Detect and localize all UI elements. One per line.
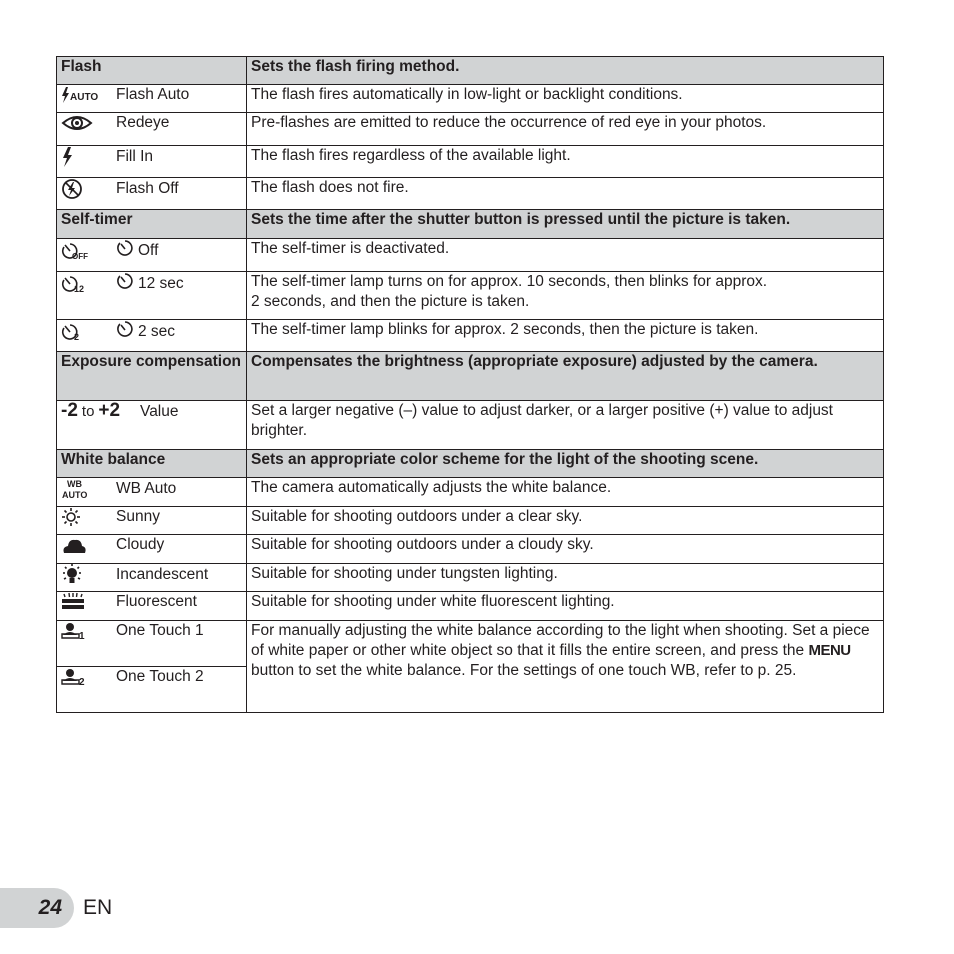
- svg-text:AUTO: AUTO: [70, 92, 99, 103]
- table-row: [57, 239, 884, 272]
- svg-text:OFF: OFF: [72, 252, 88, 261]
- table-row: [57, 113, 884, 146]
- option-label: One Touch 1: [116, 622, 204, 639]
- section-header-white-balance: [57, 450, 884, 478]
- settings-table: [56, 56, 884, 713]
- sunny-icon: [61, 507, 116, 527]
- self-timer-off-icon: [61, 241, 116, 261]
- option-description: The flash does not fire.: [247, 178, 884, 210]
- option-description: [247, 621, 884, 713]
- option-label: Flash Off: [116, 180, 179, 197]
- option-label: One Touch 2: [116, 668, 204, 685]
- section-header-exposure: [57, 352, 884, 401]
- section-name: White balance: [57, 450, 247, 478]
- option-description: Suitable for shooting outdoors under a clear sky.: [247, 507, 884, 535]
- flash-auto-icon: [61, 85, 116, 105]
- self-timer-icon: [116, 272, 134, 296]
- svg-text:2: 2: [74, 332, 80, 342]
- section-description: Sets an appropriate color scheme for the light of the shooting scene.: [247, 450, 884, 478]
- svg-text:1: 1: [79, 631, 85, 642]
- cloudy-icon: [61, 536, 116, 554]
- option-label: Redeye: [116, 114, 170, 131]
- option-label: 2 sec: [138, 323, 176, 340]
- svg-text:12: 12: [74, 284, 85, 294]
- option-description: Suitable for shooting under white fluorescent lighting.: [247, 592, 884, 621]
- option-label: WB Auto: [116, 480, 177, 497]
- section-name: Exposure compensation: [57, 352, 247, 401]
- option-description: The camera automatically adjusts the white balance.: [247, 478, 884, 507]
- table-row: [57, 272, 884, 320]
- svg-text:2: 2: [79, 677, 85, 688]
- section-header-flash: [57, 57, 884, 85]
- one-touch-2-icon: [61, 667, 116, 687]
- fluorescent-icon: [61, 593, 116, 611]
- section-header-self-timer: [57, 210, 884, 239]
- self-timer-icon: [116, 320, 134, 344]
- option-description: The self-timer is deactivated.: [247, 239, 884, 272]
- one-touch-1-icon: [61, 621, 116, 641]
- option-description: Suitable for shooting under tungsten lighting.: [247, 564, 884, 592]
- table-row: [57, 478, 884, 507]
- description-part: button to set the white balance. For the settings of one touch WB, refer to p. 25.: [251, 662, 797, 679]
- option-description-line: The self-timer lamp turns on for approx. 10 seconds, then blinks for approx.: [251, 273, 768, 290]
- fill-in-flash-icon: [61, 146, 116, 168]
- table-row: [57, 146, 884, 178]
- table-row: [57, 507, 884, 535]
- option-label: Cloudy: [116, 536, 165, 553]
- option-label: Fluorescent: [116, 593, 197, 610]
- table-row: [57, 85, 884, 113]
- section-description: Compensates the brightness (appropriate exposure) adjusted by the camera.: [247, 352, 884, 401]
- section-description: Sets the time after the shutter button is pressed until the picture is taken.: [247, 210, 884, 239]
- incandescent-icon: [61, 564, 116, 586]
- language-code: EN: [83, 896, 113, 919]
- svg-text:WB: WB: [67, 479, 82, 489]
- table-row: [57, 401, 884, 450]
- table-row: [57, 621, 884, 667]
- option-description: The flash fires automatically in low-light or backlight conditions.: [247, 85, 884, 113]
- table-row: [57, 592, 884, 621]
- svg-text:AUTO: AUTO: [62, 490, 88, 500]
- option-label: Flash Auto: [116, 86, 190, 103]
- self-timer-12-icon: [61, 274, 116, 294]
- option-label: Off: [138, 242, 159, 259]
- wb-auto-icon: [61, 478, 116, 500]
- option-label: Value: [140, 402, 179, 420]
- table-row: [57, 564, 884, 592]
- option-description-line: 2 seconds, and then the picture is taken.: [251, 293, 530, 310]
- option-description: The flash fires regardless of the available light.: [247, 146, 884, 178]
- exposure-min: -2: [61, 400, 78, 421]
- description-part: For manually adjusting the white balance according to the light when shooting. Set a piece of white paper or other white object so that it fills the entire screen, and press the: [251, 622, 870, 659]
- option-label: Sunny: [116, 508, 160, 525]
- self-timer-icon: [116, 239, 134, 263]
- table-row: [57, 535, 884, 564]
- option-description: The self-timer lamp blinks for approx. 2 seconds, then the picture is taken.: [247, 320, 884, 352]
- option-description: Suitable for shooting outdoors under a cloudy sky.: [247, 535, 884, 564]
- section-name: Self-timer: [57, 210, 247, 239]
- exposure-max: +2: [98, 400, 121, 421]
- redeye-icon: [61, 113, 116, 133]
- table-row: [57, 178, 884, 210]
- option-label: Fill In: [116, 148, 154, 165]
- option-description: Set a larger negative (–) value to adjust darker, or a larger positive (+) value to adjust brighter.: [247, 401, 884, 450]
- table-row: [57, 320, 884, 352]
- option-description: Pre-flashes are emitted to reduce the occurrence of red eye in your photos.: [247, 113, 884, 146]
- option-label: Incandescent: [116, 566, 209, 583]
- section-description: Sets the flash firing method.: [247, 57, 884, 85]
- section-name: Flash: [57, 57, 247, 85]
- flash-off-icon: [61, 178, 116, 200]
- option-label: 12 sec: [138, 275, 184, 292]
- exposure-range: [61, 401, 140, 422]
- range-to: to: [81, 403, 95, 420]
- self-timer-2-icon: [61, 322, 116, 342]
- page-number: 24: [0, 888, 74, 928]
- page-footer: [0, 888, 112, 928]
- menu-button-label: MENU: [808, 642, 851, 659]
